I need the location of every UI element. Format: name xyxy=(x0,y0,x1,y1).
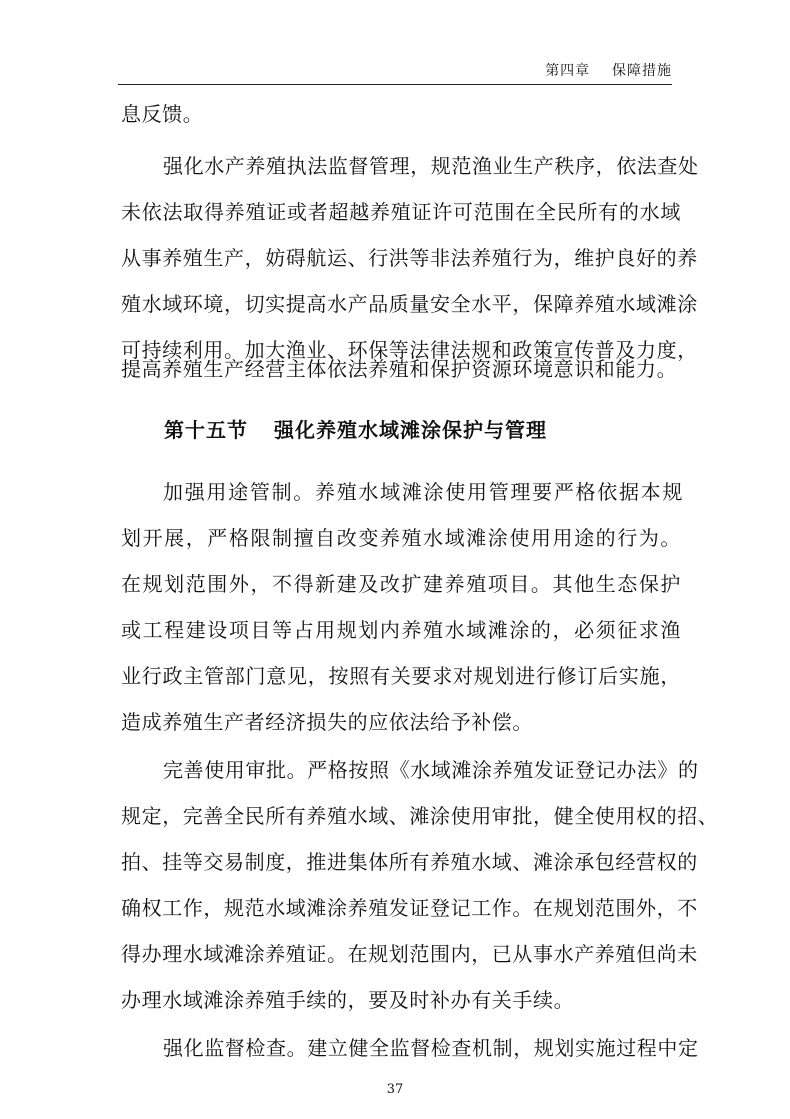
header-chapter: 第四章 xyxy=(545,63,591,79)
text-line: 息反馈。 xyxy=(121,102,204,126)
text-line: 从事养殖生产，妨碍航运、行洪等非法养殖行为，维护良好的养 xyxy=(121,246,698,270)
text-line: 完善使用审批。严格按照《水域滩涂养殖发证登记办法》的 xyxy=(163,758,699,782)
text-line: 强化水产养殖执法监督管理，规范渔业生产秩序，依法查处 xyxy=(163,154,699,178)
text-line: 强化监督检查。建立健全监督检查机制，规划实施过程中定 xyxy=(163,1036,699,1060)
text-line: 未依法取得养殖证或者超越养殖证许可范围在全民所有的水域 xyxy=(121,200,681,224)
header-rule xyxy=(118,84,672,85)
page-number: 37 xyxy=(386,1082,404,1097)
text-line: 可持续利用。加大渔业、环保等法律法规和政策宣传普及力度， xyxy=(121,338,698,362)
text-line: 造成养殖生产者经济损失的应依法给予补偿。 xyxy=(121,710,533,734)
text-line: 划开展，严格限制擅自改变养殖水域滩涂使用用途的行为。 xyxy=(121,526,681,550)
text-line: 殖水域环境，切实提高水产品质量安全水平，保障养殖水域滩涂 xyxy=(121,292,698,316)
section-number: 第十五节 xyxy=(164,418,248,442)
running-header xyxy=(545,60,672,80)
text-line: 办理水域滩涂养殖手续的，要及时补办有关手续。 xyxy=(121,988,575,1012)
text-line: 得办理水域滩涂养殖证。在规划范围内，已从事水产养殖但尚未 xyxy=(121,942,698,966)
section-title: 强化养殖水域滩涂保护与管理 xyxy=(274,418,547,442)
text-line: 业行政主管部门意见，按照有关要求对规划进行修订后实施， xyxy=(121,664,681,688)
text-line: 或工程建设项目等占用规划内养殖水域滩涂的，必须征求渔 xyxy=(121,618,681,642)
text-line: 确权工作，规范水域滩涂养殖发证登记工作。在规划范围外，不 xyxy=(121,896,698,920)
header-title: 保障措施 xyxy=(612,63,672,79)
text-line: 加强用途管制。养殖水域滩涂使用管理要严格依据本规 xyxy=(163,480,683,504)
text-line: 提高养殖生产经营主体依法养殖和保护资源环境意识和能力。 xyxy=(121,357,678,381)
section-heading xyxy=(164,414,547,443)
text-line: 规定，完善全民所有养殖水域、滩涂使用审批，健全使用权的招、 xyxy=(121,804,719,828)
text-line: 在规划范围外，不得新建及改扩建养殖项目。其他生态保护 xyxy=(121,572,681,596)
text-line: 拍、挂等交易制度，推进集体所有养殖水域、滩涂承包经营权的 xyxy=(121,850,698,874)
